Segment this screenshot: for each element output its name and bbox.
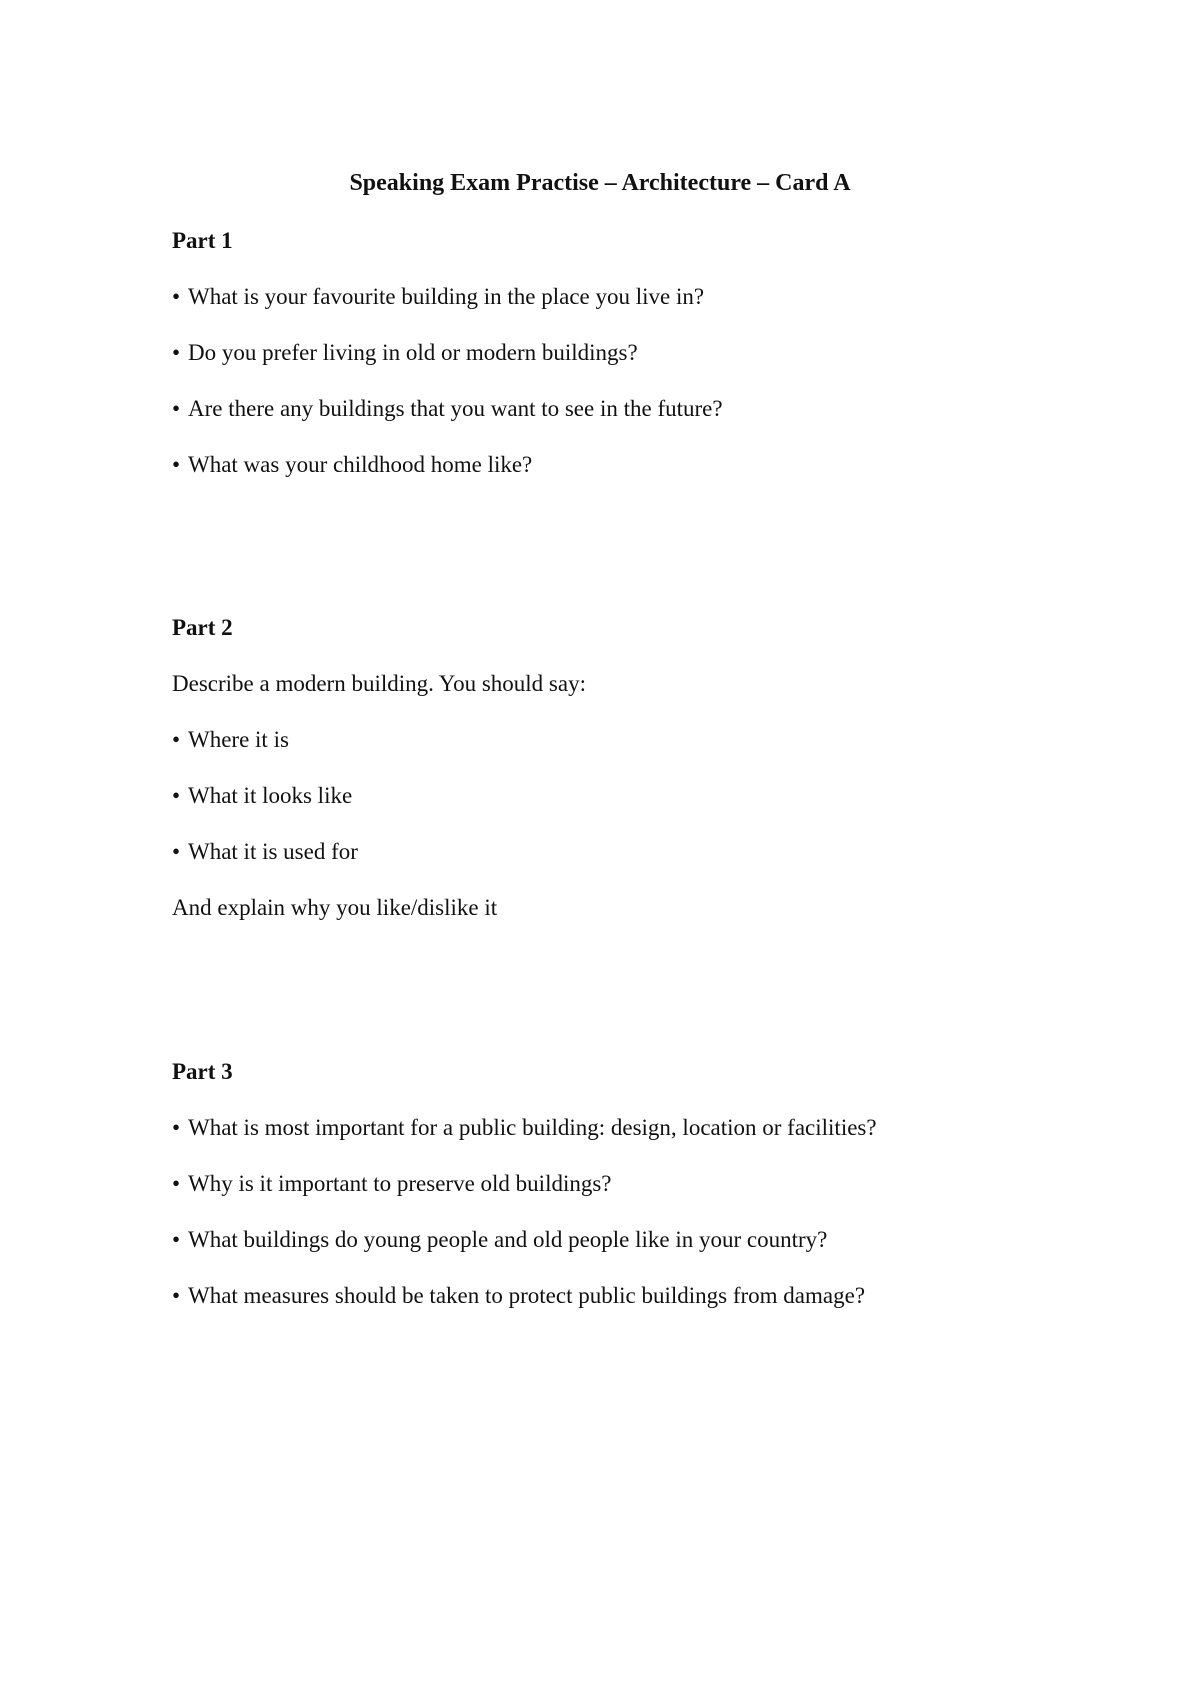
part-1-question-list bbox=[172, 282, 1052, 506]
part-2-point-list bbox=[172, 725, 1052, 893]
list-item bbox=[172, 781, 1052, 837]
question-text: Are there any buildings that you want to see in the future? bbox=[188, 396, 723, 421]
list-item bbox=[172, 450, 1052, 506]
question-text: What was your childhood home like? bbox=[188, 452, 533, 477]
bullet-icon: • bbox=[172, 1115, 181, 1140]
list-item bbox=[172, 1113, 1052, 1169]
bullet-icon: • bbox=[172, 727, 181, 752]
point-text: Where it is bbox=[188, 727, 289, 752]
question-text: Do you prefer living in old or modern buildings? bbox=[188, 340, 638, 365]
part-3-section bbox=[172, 1057, 1052, 1337]
list-item bbox=[172, 837, 1052, 893]
list-item bbox=[172, 725, 1052, 781]
bullet-icon: • bbox=[172, 1171, 181, 1196]
list-item bbox=[172, 394, 1052, 450]
question-text: What is your favourite building in the place you live in? bbox=[188, 284, 705, 309]
bullet-icon: • bbox=[172, 1283, 181, 1308]
point-text: What it is used for bbox=[188, 839, 358, 864]
bullet-icon: • bbox=[172, 340, 181, 365]
document-title: Speaking Exam Practise – Architecture – Card A bbox=[349, 170, 851, 196]
bullet-icon: • bbox=[172, 1227, 181, 1252]
bullet-icon: • bbox=[172, 452, 181, 477]
question-text: Why is it important to preserve old buildings? bbox=[188, 1171, 612, 1196]
bullet-icon: • bbox=[172, 839, 181, 864]
question-text: What buildings do young people and old people like in your country? bbox=[188, 1227, 828, 1252]
part-1-section bbox=[172, 226, 1052, 506]
list-item bbox=[172, 1225, 1052, 1281]
bullet-icon: • bbox=[172, 783, 181, 808]
question-text: What measures should be taken to protect public buildings from damage? bbox=[188, 1283, 866, 1308]
list-item bbox=[172, 338, 1052, 394]
part-2-heading: Part 2 bbox=[172, 615, 233, 640]
part-1-heading: Part 1 bbox=[172, 228, 233, 253]
part-2-section bbox=[172, 613, 1052, 949]
point-text: What it looks like bbox=[188, 783, 353, 808]
list-item bbox=[172, 1281, 1052, 1337]
list-item bbox=[172, 282, 1052, 338]
bullet-icon: • bbox=[172, 284, 181, 309]
question-text: What is most important for a public building: design, location or facilities? bbox=[188, 1115, 877, 1140]
bullet-icon: • bbox=[172, 396, 181, 421]
part-3-question-list bbox=[172, 1113, 1052, 1337]
list-item bbox=[172, 1169, 1052, 1225]
part-3-heading: Part 3 bbox=[172, 1059, 233, 1084]
part-2-prompt: Describe a modern building. You should say: bbox=[172, 671, 586, 696]
part-2-closing: And explain why you like/dislike it bbox=[172, 895, 498, 920]
